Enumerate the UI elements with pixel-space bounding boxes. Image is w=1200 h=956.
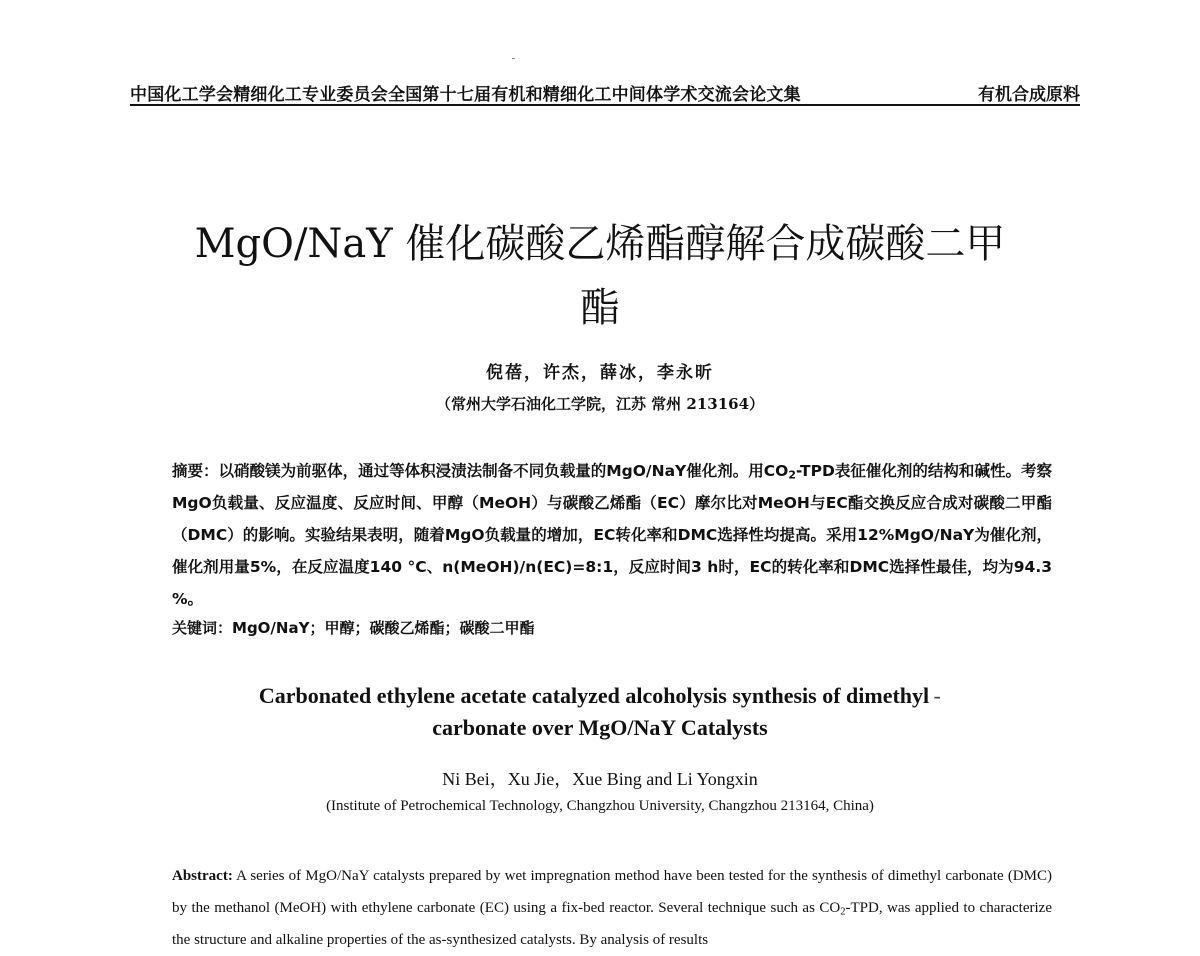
chinese-authors: 倪蓓，许杰，薛冰，李永昕 (486, 363, 714, 383)
chinese-title-line1: MgO/NaY 催化碳酸乙烯酯醇解合成碳酸二甲 (194, 221, 1006, 267)
chinese-abstract-text-1: 以硝酸镁为前驱体，通过等体积浸渍法制备不同负载量的MgO/NaY催化剂。用CO (218, 462, 789, 480)
english-title-line1-wrap (160, 680, 1040, 712)
english-title (160, 680, 1040, 744)
chinese-abstract (172, 455, 1052, 615)
chinese-keywords-list: MgO/NaY；甲醇；碳酸乙烯酯；碳酸二甲酯 (232, 619, 535, 637)
chinese-title (150, 212, 1050, 340)
chinese-keywords-label: 关键词： (172, 619, 233, 637)
english-title-line2: carbonate over MgO/NaY Catalysts (432, 715, 768, 740)
english-abstract-subscript: 2 (840, 906, 846, 918)
scan-dot (512, 58, 515, 59)
chinese-title-line2: 酯 (580, 285, 620, 331)
english-authors: Ni Bei，Xu Jie，Xue Bing and Li Yongxin (442, 769, 758, 789)
english-title-line1: Carbonated ethylene acetate catalyzed alcoholysis synthesis of dimethyl (258, 683, 930, 708)
english-abstract-text-1: A series of MgO/NaY catalysts prepared by wet impregnation method have been tested for the synthesis of dimethyl carbonate (DMC) by the methanol (MeOH) with ethylene carbonate (EC) using a fix-bed reactor. Several technique such as CO (172, 868, 1052, 916)
chinese-affiliation: （常州大学石油化工学院，江苏 常州 213164） (435, 395, 765, 413)
running-header (130, 78, 1080, 106)
english-affiliation: (Institute of Petrochemical Technology, Changzhou University, Changzhou 213164, China) (326, 798, 874, 814)
chinese-keywords (172, 617, 1052, 638)
english-title-stray-mark: - (933, 683, 941, 708)
chinese-abstract-subscript: 2 (788, 468, 796, 482)
english-abstract (172, 860, 1052, 956)
english-abstract-label: Abstract: (172, 868, 233, 884)
running-header-section: 有机合成原料 (978, 85, 1080, 105)
chinese-abstract-text-2: -TPD表征催化剂的结构和碱性。考察MgO负载量、反应温度、反应时间、甲醇（MeOH）与碳酸乙烯酯（EC）摩尔比对MeOH与EC酯交换反应合成对碳酸二甲酯（DMC）的影响。实验结果表明，随着MgO负载量的增加，EC转化率和DMC选择性均提高。采用12%MgO/NaY为催化剂，催化剂用量5%，在反应温度140 °C、n(MeOH)/n(EC)=8:1，反应时间3 h时，EC的转化率和DMC选择性最佳，均为94.3 %。 (172, 462, 1052, 608)
english-abstract-text-2: -TPD, was applied to characterize the structure and alkaline properties of the as-synthesized catalysts. By analysis of results (172, 900, 1052, 948)
running-header-title: 中国化工学会精细化工专业委员会全国第十七届有机和精细化工中间体学术交流会论文集 (130, 85, 801, 105)
chinese-abstract-label: 摘要： (172, 462, 219, 480)
